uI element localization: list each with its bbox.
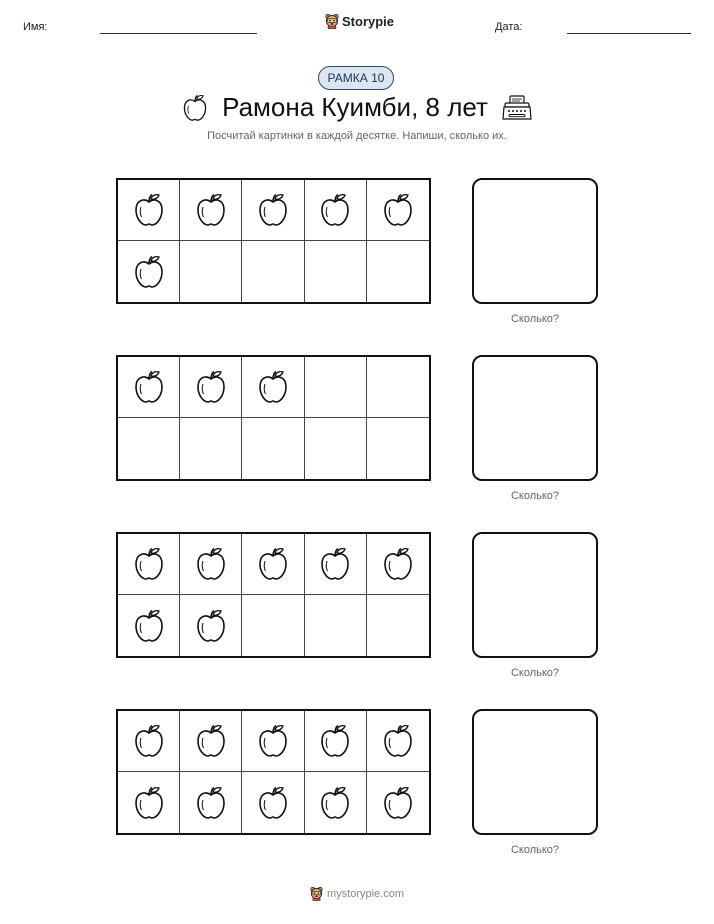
frame-cell [242, 357, 304, 418]
frame-cell [118, 241, 180, 302]
apple-icon [133, 724, 165, 758]
apple-icon [195, 724, 227, 758]
ten-frame-4 [116, 709, 431, 835]
frame-cell [118, 357, 180, 418]
frame-cell [367, 772, 429, 833]
brand-logo [325, 13, 394, 29]
apple-icon [257, 370, 289, 404]
answer-box-2[interactable] [472, 355, 598, 481]
apple-icon [195, 370, 227, 404]
frame-cell [305, 772, 367, 833]
apple-icon [319, 786, 351, 820]
frame-cell [118, 180, 180, 241]
frame-cell [118, 418, 180, 479]
apple-icon [133, 255, 165, 289]
frame-cell [242, 772, 304, 833]
frame-cell [367, 357, 429, 418]
brand-name: Storypie [342, 13, 395, 29]
apple-icon [319, 547, 351, 581]
frame-cell [305, 418, 367, 479]
name-label: Имя: [23, 21, 48, 33]
frame-cell [118, 772, 180, 833]
answer-box-3[interactable] [472, 532, 598, 658]
frame-cell [242, 180, 304, 241]
apple-icon [195, 547, 227, 581]
frame-cell [118, 534, 180, 595]
frame-cell [180, 534, 242, 595]
apple-icon [133, 547, 165, 581]
frame-cell [180, 711, 242, 772]
footer-url[interactable]: mystorypie.com [326, 887, 405, 900]
bear-mascot-icon [325, 13, 339, 29]
frame-cell [367, 180, 429, 241]
apple-icon [257, 786, 289, 820]
frame-badge: РАМКА 10 [318, 66, 394, 90]
frame-cell [180, 357, 242, 418]
apple-icon [319, 724, 351, 758]
frame-cell [242, 534, 304, 595]
ten-frame-2 [116, 355, 431, 481]
apple-icon [382, 724, 414, 758]
frame-cell [305, 357, 367, 418]
apple-icon [257, 547, 289, 581]
answer-box-4[interactable] [472, 709, 598, 835]
apple-icon [182, 94, 208, 122]
date-line[interactable] [567, 33, 691, 34]
answer-prompt-4: Сколько? [510, 844, 560, 856]
apple-icon [195, 609, 227, 643]
frame-cell [367, 595, 429, 656]
frame-cell [180, 772, 242, 833]
answer-prompt-2: Сколько? [510, 490, 560, 502]
frame-cell [242, 418, 304, 479]
instructions: Посчитай картинки в каждой десятке. Напиши, сколько их. [207, 130, 507, 142]
ten-frame-3 [116, 532, 431, 658]
footer [0, 886, 714, 901]
apple-icon [133, 609, 165, 643]
frame-cell [118, 595, 180, 656]
answer-prompt-3: Сколько? [510, 667, 560, 679]
apple-icon [382, 547, 414, 581]
frame-cell [367, 711, 429, 772]
frame-cell [305, 534, 367, 595]
frame-cell [305, 180, 367, 241]
frame-cell [367, 418, 429, 479]
apple-icon [195, 193, 227, 227]
apple-icon [195, 786, 227, 820]
frame-cell [305, 711, 367, 772]
frame-cell [180, 595, 242, 656]
apple-icon [133, 370, 165, 404]
frame-cell [242, 241, 304, 302]
title-row [0, 92, 714, 123]
frame-cell [305, 241, 367, 302]
frame-cell [367, 241, 429, 302]
apple-icon [133, 786, 165, 820]
frame-cell [118, 711, 180, 772]
frame-cell [305, 595, 367, 656]
apple-icon [382, 786, 414, 820]
frame-cell [367, 534, 429, 595]
name-line[interactable] [100, 33, 257, 34]
apple-icon [382, 193, 414, 227]
apple-icon [133, 193, 165, 227]
answer-box-1[interactable] [472, 178, 598, 304]
date-label: Дата: [495, 21, 523, 33]
apple-icon [257, 724, 289, 758]
typewriter-icon [502, 95, 532, 121]
frame-cell [180, 180, 242, 241]
apple-icon [257, 193, 289, 227]
answer-prompt-1: Сколько? [510, 313, 560, 325]
frame-cell [242, 711, 304, 772]
frame-cell [242, 595, 304, 656]
bear-mascot-icon [310, 886, 323, 901]
page-title: Рамона Куимби, 8 лет [222, 92, 488, 122]
apple-icon [319, 193, 351, 227]
frame-cell [180, 241, 242, 302]
frame-cell [180, 418, 242, 479]
ten-frame-1 [116, 178, 431, 304]
